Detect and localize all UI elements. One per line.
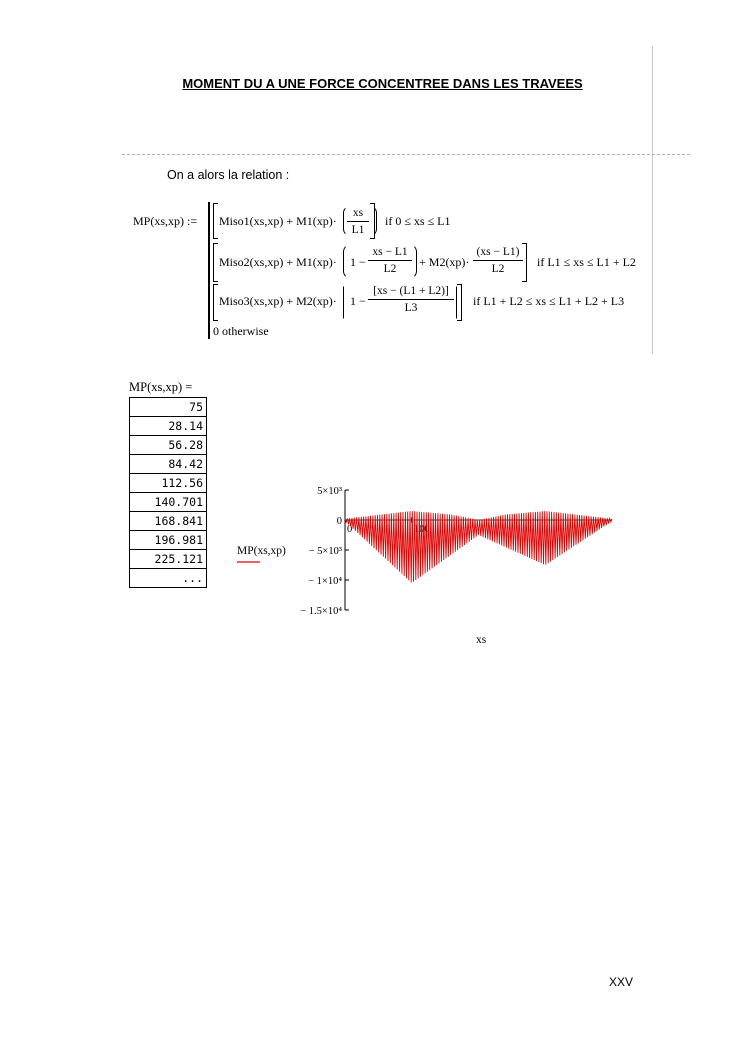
row2-plus-m2: + M2(xp)· bbox=[419, 255, 470, 269]
row3-one-minus: 1 − bbox=[350, 294, 366, 308]
table-cell: 112.56 bbox=[130, 474, 207, 493]
table-cell: 56.28 bbox=[130, 436, 207, 455]
formula-lhs: MP(xs,xp) := bbox=[133, 214, 198, 228]
row2-term: Miso2(xs,xp) + M1(xp)· bbox=[219, 255, 337, 269]
x-tick-label: 0 bbox=[347, 524, 353, 535]
row2-condition: if L1 ≤ xs ≤ L1 + L2 bbox=[537, 255, 636, 269]
table-cell: 75 bbox=[130, 398, 207, 417]
result-label: MP(xs,xp) = bbox=[129, 380, 193, 394]
row3-frac-num: [xs − (L1 + L2)] bbox=[373, 285, 449, 297]
series-line bbox=[345, 511, 612, 582]
row2-frac1-den: L2 bbox=[383, 263, 397, 275]
row3-frac-den: L3 bbox=[404, 302, 418, 314]
x-axis-label: xs bbox=[476, 634, 487, 646]
table-cell: 168.841 bbox=[130, 512, 207, 531]
row1-frac-den: L1 bbox=[351, 224, 365, 236]
table-cell: 28.14 bbox=[130, 417, 207, 436]
row1-term: Miso1(xs,xp) + M1(xp)· bbox=[219, 214, 337, 228]
row2-frac2-num: (xs − L1) bbox=[476, 246, 520, 258]
table-cell: 140.701 bbox=[130, 493, 207, 512]
x-tick-label: 100 bbox=[413, 524, 430, 535]
row2-frac2-den: L2 bbox=[491, 263, 505, 275]
row2-frac1-num: xs − L1 bbox=[372, 246, 408, 258]
table-cell: 225.121 bbox=[130, 550, 207, 569]
table-cell: 196.981 bbox=[130, 531, 207, 550]
table-cell: 84.42 bbox=[130, 455, 207, 474]
y-tick-label: 0 bbox=[336, 516, 342, 527]
table-cell: ... bbox=[130, 569, 207, 588]
page-number: XXV bbox=[609, 975, 634, 989]
row4-otherwise: 0 otherwise bbox=[213, 324, 269, 338]
row3-term: Miso3(xs,xp) + M2(xp)· bbox=[219, 294, 337, 308]
y-tick-label: − 1×10⁴ bbox=[308, 576, 342, 587]
row1-frac-num: xs bbox=[352, 207, 364, 219]
relation-text: On a alors la relation : bbox=[167, 168, 290, 182]
row3-condition: if L1 + L2 ≤ xs ≤ L1 + L2 + L3 bbox=[473, 294, 625, 308]
row2-one-minus: 1 − bbox=[350, 255, 366, 269]
y-tick-label: − 1.5×10⁴ bbox=[300, 606, 342, 617]
y-axis-label: MP(xs,xp) bbox=[237, 545, 286, 557]
y-tick-label: − 5×10³ bbox=[308, 546, 342, 557]
row1-condition: if 0 ≤ xs ≤ L1 bbox=[385, 214, 451, 228]
page-title: MOMENT DU A UNE FORCE CONCENTREE DANS LES TRAVEES bbox=[182, 76, 583, 91]
y-tick-label: 5×10³ bbox=[317, 486, 342, 497]
